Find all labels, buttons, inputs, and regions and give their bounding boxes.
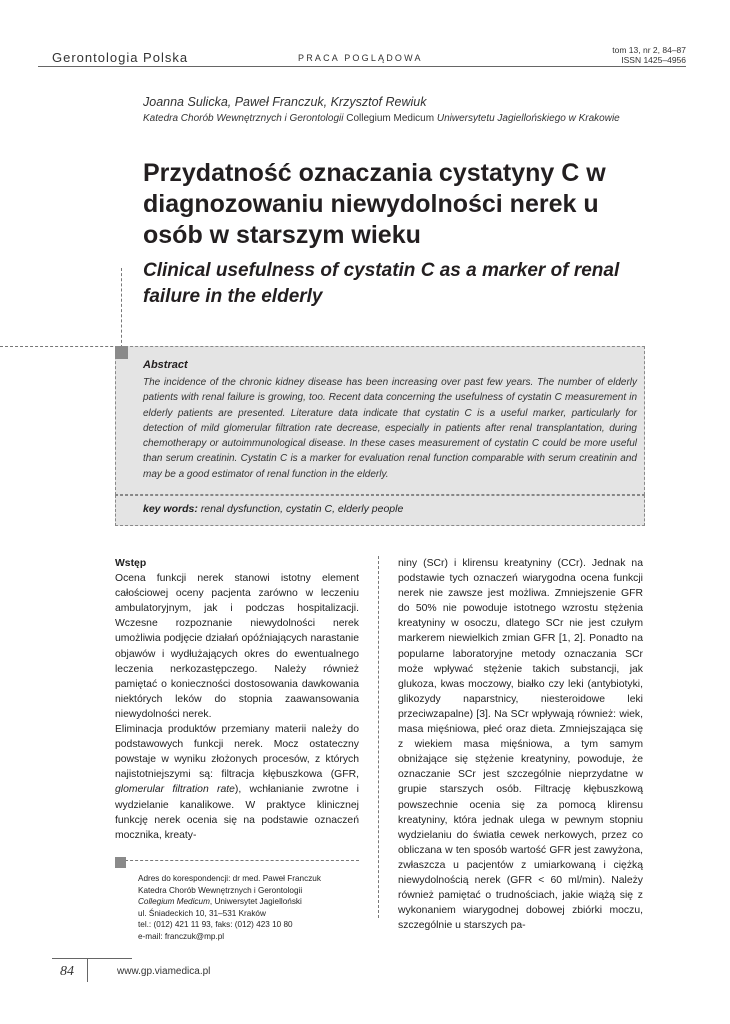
- keywords-label: key words:: [143, 503, 198, 515]
- correspondence-line-2: Katedra Chorób Wewnętrznych i Gerontologii: [138, 885, 303, 895]
- correspondence-box: [138, 873, 363, 943]
- issn: ISSN 1425–4956: [621, 55, 686, 65]
- correspondence-university: , Uniwersytet Jagielloński: [209, 897, 302, 907]
- issue-info: [612, 45, 686, 65]
- authors: Joanna Sulicka, Paweł Franczuk, Krzysztof Rewiuk: [143, 95, 427, 109]
- footer-url[interactable]: www.gp.viamedica.pl: [117, 966, 211, 977]
- column-divider: [378, 556, 379, 918]
- volume-info: tom 13, nr 2, 84–87: [612, 45, 686, 55]
- correspondence-line-1: Adres do korespondencji: dr med. Paweł Franczuk: [138, 874, 321, 883]
- paragraph-2-part-c: ), wchłanianie zwrotne i wydzielanie kanalikowe. W praktyce klinicznej funkcję nerek ocenia się na podstawie oznaczeń mocznika, kreaty-: [115, 784, 359, 841]
- correspondence-college: Collegium Medicum: [138, 897, 210, 907]
- article-title: Przydatność oznaczania cystatyny C w diagnozowaniu niewydolności nerek u osób w starszym wieku: [143, 159, 606, 249]
- paragraph-1: Ocena funkcji nerek stanowi istotny element całościowej oceny pacjenta zarówno w leczeniu ambulatoryjnym, jak i podczas hospitalizacji. Wczesne rozpoznanie niewydolności nerek umożliwia podjęcie działań opóźniających narastanie objawów i wydłużających okres do ewentualnego leczenia nerkozastępczego. Należy również pamiętać o konieczności dostosowania dawkowania niektórych leków do stopnia zaawansowania niewydolności nerek.: [115, 573, 359, 720]
- section-heading: Wstęp: [115, 558, 147, 569]
- body-column-right: [398, 556, 643, 933]
- correspondence-line-5: tel.: (012) 421 11 93, faks: (012) 423 10 80: [138, 920, 293, 930]
- affiliation-university: Uniwersytetu Jagiellońskiego w Krakowie: [436, 113, 620, 124]
- header-rule: [38, 66, 686, 67]
- paragraph-2-term: glomerular filtration rate: [115, 784, 235, 796]
- paragraph-2-part-a: Eliminacja produktów przemiany materii należy do podstawowych funkcji nerek. Mocz ostateczny powstaje w wyniku złożonych procesów, z których najistotniejszymi są: filtracja kłębuszkowa (GFR,: [115, 724, 359, 781]
- correspondence-rule: [115, 860, 359, 861]
- affiliation: [143, 112, 633, 126]
- keywords-value: renal dysfunction, cystatin C, elderly people: [200, 503, 404, 515]
- margin-dashed-line: [121, 268, 122, 348]
- page-number-divider: [87, 958, 88, 982]
- abstract-marker: [115, 346, 128, 359]
- footer-rule: [52, 958, 132, 959]
- journal-name: Gerontologia Polska: [52, 50, 189, 65]
- body-column-left: [115, 556, 359, 843]
- keywords: [143, 503, 403, 515]
- correspondence-email: e-mail: franczuk@mp.pl: [138, 931, 225, 941]
- article-title-english: Clinical usefulness of cystatin C as a marker of renal failure in the elderly: [143, 260, 620, 307]
- abstract-heading: Abstract: [143, 359, 188, 371]
- correspondence-line-4: ul. Śniadeckich 10, 31–531 Kraków: [138, 908, 266, 918]
- paragraph-2: [115, 722, 359, 843]
- affiliation-college: Collegium Medicum: [346, 113, 435, 124]
- section-label: PRACA POGLĄDOWA: [298, 53, 423, 63]
- abstract-text: The incidence of the chronic kidney disease has been increasing over past few years. The number of elderly patients with renal failure is growing, too. Recent data concerning the usefulness of cystatin C measurement in elderly patients are presented. Literature data indicate that cystatin C is a useful marker, particularly for detection of mild glomerular filtration rate decrease, especially in patients after renal transplantation, during chemotherapy or autoimmunological disease. In these cases measurement of cystatin C could be more useful than serum creatinin. Cystatin C is a marker for evaluation renal function comparable with serum creatinin and may be a good estimator of renal function in the elderly.: [143, 377, 637, 480]
- correspondence-marker: [115, 857, 126, 868]
- affiliation-dept: Katedra Chorób Wewnętrznych i Gerontologii: [143, 113, 344, 124]
- correspondence-line-3: [138, 896, 363, 908]
- paragraph-3: niny (SCr) i klirensu kreatyniny (CCr). Jednak na podstawie tych oznaczeń wiarygodna ocena funkcji nerek nie zawsze jest możliwa. Zmniejszenie GFR do 50% nie powoduje istotnego wzrostu stężenia kreatyniny w osoczu, dlatego SCr nie jest czułym markerem niewielkich zmian GFR [1, 2]. Ponadto na popularne laboratoryjne metody oznaczania SCr może wpływać stężenie takich substancji, jak glukoza, kwas moczowy, białko czy leki (antybiotyki, glikozydy naparstnicy, niesteroidowe leki przeciwzapalne) [3]. Na SCr wpływają również: wiek, masa mięśniowa, płeć oraz dieta. Zmniejszająca się z wiekiem masa mięśniowa, a tym samym obniżające się stężenie kreatyniny, powoduje, że oznaczanie SCr jest szczególnie nieprzydatne w grupie starszych osób. Filtrację kłębuszkową powszechnie ocenia się za pomocą klirensu kreatyniny, która jednak ulega w pewnym stopniu wydzielaniu do światła cewek nerkowych, przez co obliczana w ten sposób wartość GFR jest zawyżona, zwłaszcza u pacjentów z umiarkowaną i ciężką niewydolnością nerek (GFR < 60 ml/min). Należy również pamiętać o trudnościach, jakie wiążą się z wykonaniem wiarygodnej dobowej zbiórki moczu, szczególnie u starszych pa-: [398, 558, 643, 932]
- page-number: 84: [60, 964, 74, 979]
